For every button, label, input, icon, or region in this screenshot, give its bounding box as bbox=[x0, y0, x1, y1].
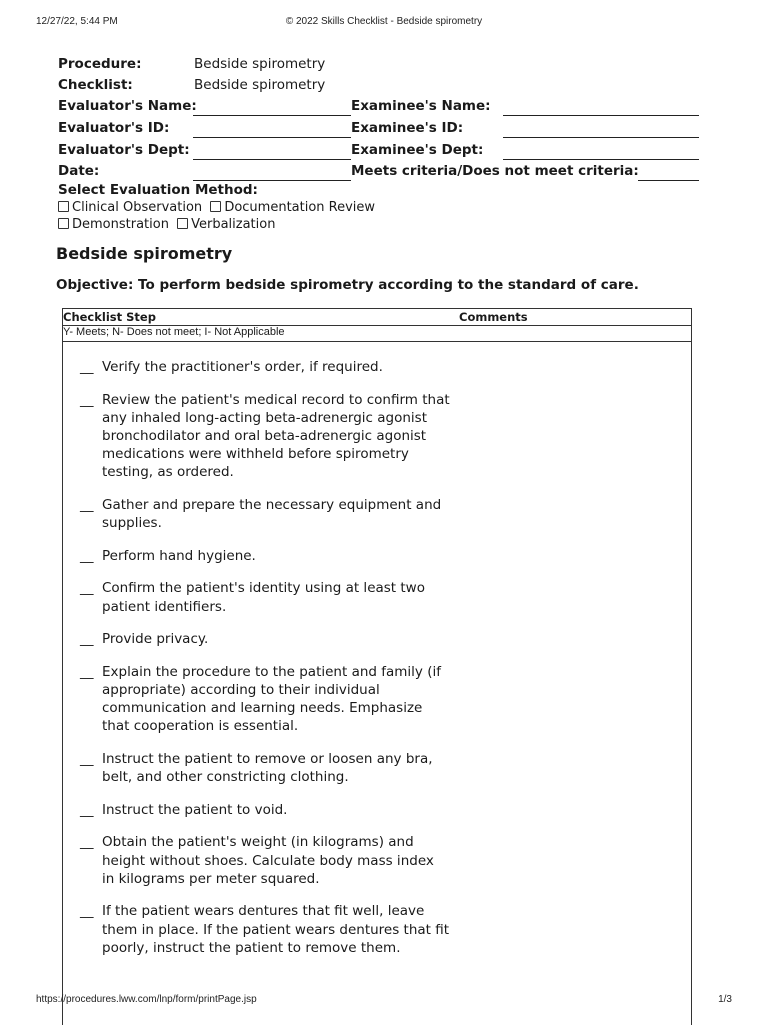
demonstration-label: Demonstration bbox=[72, 217, 169, 232]
meets-criteria-field[interactable] bbox=[638, 180, 699, 181]
step-blank[interactable]: __ bbox=[80, 903, 94, 920]
step-text: If the patient wears dentures that fit well, leave them in place. If the patient wears dentures that fit poorly, instruct the patient to remove them. bbox=[102, 903, 450, 956]
demonstration-checkbox[interactable] bbox=[58, 218, 69, 229]
procedure-value: Bedside spirometry bbox=[194, 56, 326, 72]
step-text: Instruct the patient to void. bbox=[102, 801, 288, 818]
legend-row bbox=[63, 325, 691, 342]
step-blank[interactable]: __ bbox=[80, 497, 94, 513]
evaluator-dept-field[interactable] bbox=[193, 159, 351, 160]
step-text: Review the patient's medical record to confirm that any inhaled long-acting beta-adrenergic agonist bronchodilator and oral beta-adrenergic agonist medications were withheld before spirometry testing, as ordered. bbox=[102, 391, 450, 481]
print-page-number: 1/3 bbox=[718, 994, 732, 1005]
step-text: Gather and prepare the necessary equipment and supplies. bbox=[102, 497, 442, 532]
print-title: © 2022 Skills Checklist - Bedside spirometry bbox=[285, 16, 483, 27]
clinical-observation-label: Clinical Observation bbox=[72, 200, 203, 215]
step-blank[interactable]: __ bbox=[80, 580, 94, 597]
procedure-label: Procedure: bbox=[58, 56, 142, 72]
step-blank[interactable]: __ bbox=[80, 631, 94, 648]
step-text: Confirm the patient's identity using at least two patient identifiers. bbox=[102, 580, 425, 615]
examinee-name-field[interactable] bbox=[503, 115, 699, 116]
column-checklist-step: Checklist Step bbox=[63, 310, 156, 324]
checklist-steps bbox=[80, 358, 450, 971]
name-row bbox=[58, 98, 718, 120]
column-comments: Comments bbox=[459, 310, 528, 324]
examinee-id-field[interactable] bbox=[503, 137, 699, 138]
step-blank[interactable]: __ bbox=[80, 750, 94, 767]
checklist-value: Bedside spirometry bbox=[194, 77, 326, 93]
list-item bbox=[80, 630, 450, 648]
step-text: Provide privacy. bbox=[102, 631, 209, 648]
list-item bbox=[80, 750, 450, 786]
list-item bbox=[80, 391, 450, 482]
evaluator-name-field[interactable] bbox=[193, 115, 351, 116]
verbalization-checkbox[interactable] bbox=[177, 218, 188, 229]
print-url[interactable]: https://procedures.lww.com/lnp/form/printPage.jsp bbox=[36, 994, 257, 1005]
list-item bbox=[80, 663, 450, 736]
evaluation-method-line-1 bbox=[58, 200, 375, 215]
step-text: Perform hand hygiene. bbox=[102, 547, 256, 564]
evaluation-method-line-2 bbox=[58, 217, 275, 232]
examinee-id-label: Examinee's ID: bbox=[351, 120, 464, 136]
evaluator-id-field[interactable] bbox=[193, 137, 351, 138]
list-item bbox=[80, 547, 450, 565]
list-item bbox=[80, 496, 450, 532]
evaluation-method-title: Select Evaluation Method: bbox=[58, 182, 258, 198]
clinical-observation-checkbox[interactable] bbox=[58, 201, 69, 212]
checklist-label: Checklist: bbox=[58, 77, 133, 93]
list-item bbox=[80, 579, 450, 615]
step-text: Verify the practitioner's order, if required. bbox=[102, 359, 383, 375]
evaluator-dept-label: Evaluator's Dept: bbox=[58, 142, 190, 158]
step-text: Explain the procedure to the patient and family (if appropriate) according to their individual communication and learning needs. Emphasize that cooperation is essential. bbox=[102, 663, 441, 735]
meets-criteria-label: Meets criteria/Does not meet criteria: bbox=[351, 163, 639, 179]
dept-row bbox=[58, 142, 718, 164]
list-item bbox=[80, 801, 450, 819]
date-label: Date: bbox=[58, 163, 100, 179]
evaluator-name-label: Evaluator's Name: bbox=[58, 98, 197, 114]
examinee-dept-label: Examinee's Dept: bbox=[351, 142, 484, 158]
step-blank[interactable]: __ bbox=[80, 391, 94, 408]
step-text: Obtain the patient's weight (in kilograms) and height without shoes. Calculate body mass index in kilograms per meter squared. bbox=[102, 834, 434, 887]
list-item bbox=[80, 833, 450, 888]
step-blank[interactable]: __ bbox=[80, 801, 94, 818]
examinee-name-label: Examinee's Name: bbox=[351, 98, 491, 114]
examinee-dept-field[interactable] bbox=[503, 159, 699, 160]
step-blank[interactable]: __ bbox=[80, 359, 94, 375]
documentation-review-label: Documentation Review bbox=[224, 200, 376, 215]
verbalization-label: Verbalization bbox=[191, 217, 276, 232]
print-datetime: 12/27/22, 5:44 PM bbox=[36, 16, 118, 27]
step-blank[interactable]: __ bbox=[80, 834, 94, 851]
id-row bbox=[58, 120, 718, 142]
step-text: Instruct the patient to remove or loosen any bra, belt, and other constricting clothing. bbox=[102, 750, 433, 786]
legend-text: Y- Meets; N- Does not meet; I- Not Applicable bbox=[63, 326, 285, 338]
list-item bbox=[80, 902, 450, 957]
date-field[interactable] bbox=[193, 180, 351, 181]
step-blank[interactable]: __ bbox=[80, 663, 94, 680]
evaluator-id-label: Evaluator's ID: bbox=[58, 120, 170, 136]
section-title: Bedside spirometry bbox=[56, 244, 233, 263]
step-blank[interactable]: __ bbox=[80, 547, 94, 564]
objective: Objective: To perform bedside spirometry according to the standard of care. bbox=[56, 277, 639, 293]
table-header bbox=[63, 309, 691, 326]
list-item bbox=[80, 358, 450, 376]
documentation-review-checkbox[interactable] bbox=[210, 201, 221, 212]
